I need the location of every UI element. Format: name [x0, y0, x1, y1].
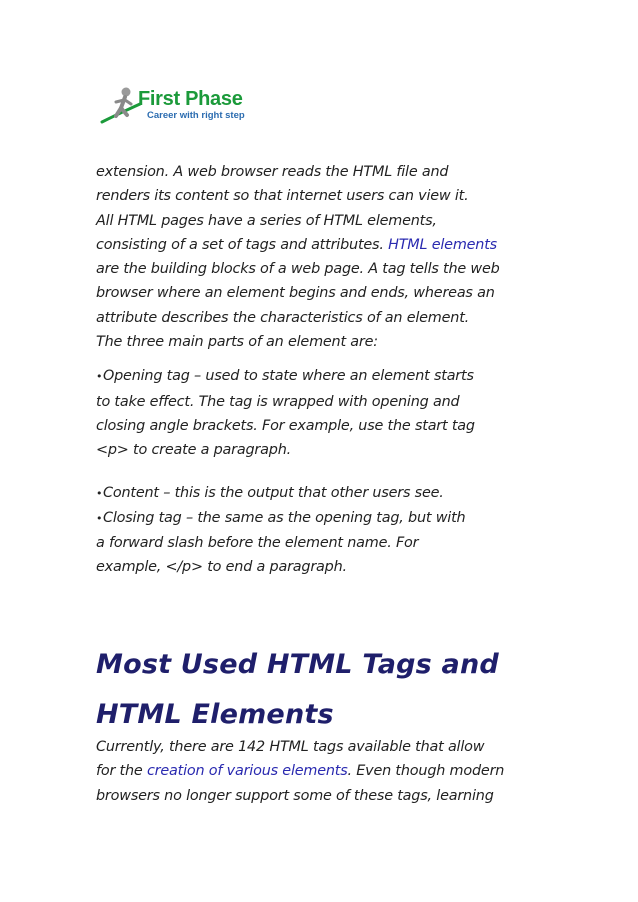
heading-line: HTML Elements: [96, 699, 334, 730]
text-line: The three main parts of an element are:: [96, 334, 378, 351]
html-elements-link[interactable]: HTML elements: [388, 236, 497, 253]
text-line: closing angle brackets. For example, use the start tag: [96, 417, 475, 434]
text-line: are the building blocks of a web page. A tag tells the web: [96, 261, 500, 278]
first-phase-logo: [100, 84, 260, 128]
text-line: [96, 233, 516, 257]
text-line: All HTML pages have a series of HTML elements,: [96, 212, 437, 229]
bullet-icon: •: [96, 511, 103, 525]
text-line: Currently, there are 142 HTML tags available that allow: [96, 739, 485, 755]
logo-tagline: Career with right step: [147, 110, 245, 121]
text-fragment: for the: [96, 763, 147, 780]
text-line: [96, 759, 526, 783]
content-bullet: [96, 481, 516, 506]
text-fragment: Opening tag – used to state where an element starts: [103, 368, 474, 385]
tags-paragraph: [96, 735, 526, 808]
section-heading: [96, 640, 536, 740]
text-fragment: consisting of a set of tags and attributes.: [96, 236, 389, 253]
text-line: extension. A web browser reads the HTML file and: [96, 164, 449, 180]
text-line: a forward slash before the element name. For: [96, 535, 419, 552]
heading-line: Most Used HTML Tags and: [96, 649, 499, 680]
text-line: renders its content so that internet users can view it.: [96, 188, 469, 205]
text-line: browsers no longer support some of these tags, learning: [96, 787, 494, 804]
text-line: <p> to create a paragraph.: [96, 442, 291, 459]
text-line: attribute describes the characteristics of an element.: [96, 309, 470, 326]
bullet-icon: •: [96, 370, 103, 384]
text-fragment: . Even though modern: [347, 763, 505, 780]
intro-paragraph: [96, 160, 516, 580]
closing-tag-bullet: [96, 506, 516, 580]
bullet-icon: •: [96, 486, 103, 500]
text-line: browser where an element begins and ends, whereas an: [96, 285, 495, 302]
text-fragment: Content – this is the output that other users see.: [103, 484, 444, 501]
creation-of-elements-link[interactable]: creation of various elements: [146, 763, 348, 780]
logo-title: First Phase: [138, 88, 243, 110]
text-line: [96, 364, 516, 389]
text-fragment: Closing tag – the same as the opening tag, but with: [103, 509, 466, 526]
opening-tag-bullet: [96, 364, 516, 462]
text-line: [96, 481, 516, 506]
text-line: to take effect. The tag is wrapped with opening and: [96, 393, 460, 410]
text-line: example, </p> to end a paragraph.: [96, 559, 347, 576]
text-line: [96, 506, 516, 531]
